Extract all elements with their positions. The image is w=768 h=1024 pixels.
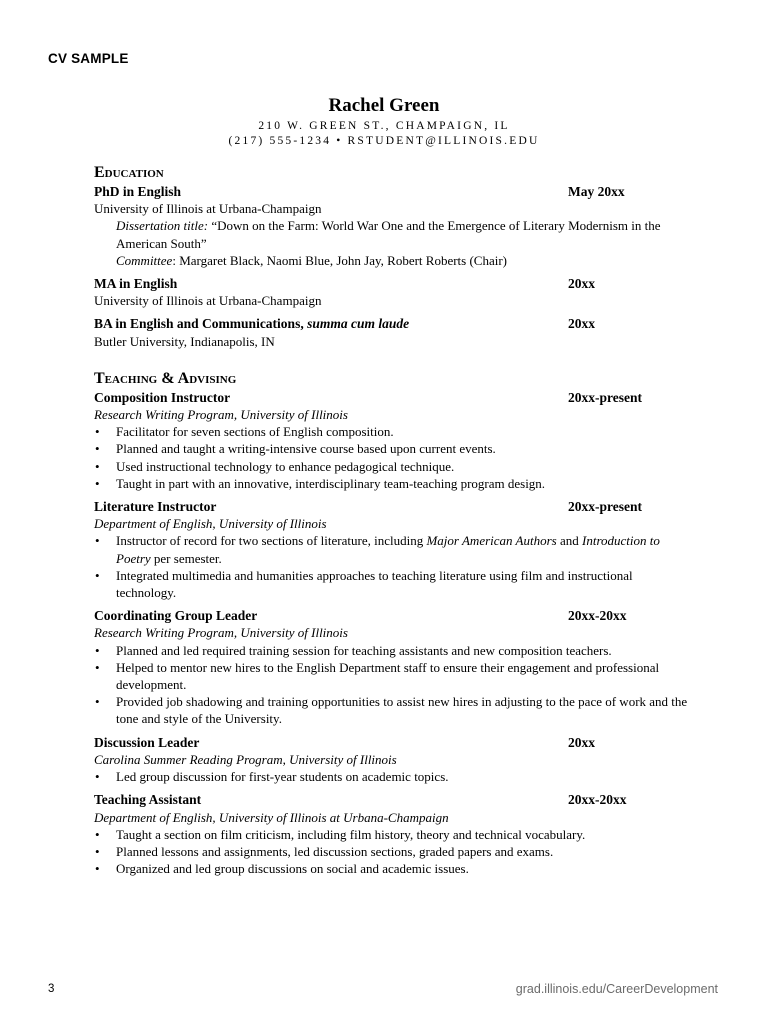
bullet-item: • Led group discussion for first-year students on academic topics.: [94, 768, 694, 785]
entry-date: 20xx-20xx: [568, 792, 627, 808]
education-entry-phd: [94, 183, 694, 269]
organization: Research Writing Program, University of Illinois: [94, 407, 348, 423]
entry-heading: [94, 734, 694, 751]
entry-heading: [94, 498, 694, 515]
role-title: Coordinating Group Leader: [94, 608, 258, 624]
entry-date: 20xx-present: [568, 389, 642, 405]
bullet-list: [94, 423, 694, 492]
entry-date: 20xx-present: [568, 499, 642, 515]
committee-label: Committee: [116, 252, 173, 268]
committee-members: : Margaret Black, Naomi Blue, John Jay, Robert Roberts (Chair): [172, 252, 508, 268]
bullet-text: and: [556, 533, 582, 549]
organization: Carolina Summer Reading Program, University of Illinois: [94, 751, 397, 767]
degree-title: PhD in English: [94, 184, 182, 199]
teaching-heading: Teaching & Advising: [94, 369, 237, 387]
entry-date: May 20xx: [568, 184, 625, 199]
bullet-list: [94, 532, 694, 601]
dissertation-label: Dissertation title:: [116, 218, 209, 234]
candidate-name: Rachel Green: [328, 95, 440, 116]
bullet-item: • Provided job shadowing and training opportunities to assist new hires in adjusting to the pace of work and the tone and style of the University.: [94, 693, 694, 727]
teaching-entry-composition: [94, 389, 694, 492]
teaching-entry-coordinating: [94, 607, 694, 727]
contact-address: 210 W. GREEN ST., CHAMPAIGN, IL: [258, 120, 510, 132]
role-title: Literature Instructor: [94, 499, 217, 515]
degree-title: MA in English: [94, 276, 178, 292]
teaching-entry-assistant: [94, 791, 694, 877]
bullet-item: • Integrated multimedia and humanities approaches to teaching literature using film and instructional technology.: [94, 567, 694, 601]
education-entry-ba: [94, 315, 694, 349]
cv-sample-label: CV SAMPLE: [48, 51, 129, 66]
entry-heading: [94, 607, 694, 624]
teaching-entry-discussion: [94, 734, 694, 786]
bullet-item: • Organized and led group discussions on social and academic issues.: [94, 860, 694, 877]
entry-heading: [94, 275, 694, 292]
contact-phone-email: (217) 555-1234 • RSTUDENT@ILLINOIS.EDU: [228, 135, 540, 147]
cv-body: [94, 164, 694, 883]
course-title: Major American Authors: [426, 533, 557, 549]
dissertation-title: “Down on the Farm: World War One and the Emergence of Literary Modernism in the American South”: [116, 218, 661, 251]
entry-date: 20xx: [568, 276, 595, 292]
bullet-text: per semester.: [150, 550, 222, 566]
course-title: Introduction to Poetry: [116, 533, 660, 566]
entry-heading: [94, 315, 694, 332]
organization: Department of English, University of Illinois: [94, 516, 327, 532]
bullet-list: [94, 642, 694, 728]
page-number: 3: [48, 983, 55, 995]
bullet-item: • Planned lessons and assignments, led discussion sections, graded papers and exams.: [94, 843, 694, 860]
entry-heading: [94, 791, 694, 808]
bullet-list: [94, 826, 694, 878]
school-name: University of Illinois at Urbana-Champaign: [94, 293, 322, 309]
entry-date: 20xx: [568, 316, 595, 332]
bullet-list: [94, 768, 694, 785]
bullet-item: • Facilitator for seven sections of English composition.: [94, 423, 694, 440]
role-title: Discussion Leader: [94, 734, 200, 750]
dissertation-line: [94, 217, 694, 251]
bullet-item: • Helped to mentor new hires to the English Department staff to ensure their engagement and professional development.: [94, 659, 694, 693]
entry-heading: [94, 183, 694, 200]
role-title: Composition Instructor: [94, 389, 231, 405]
footer-url: grad.illinois.edu/CareerDevelopment: [515, 982, 718, 996]
bullet-text: Instructor of record for two sections of literature, including: [116, 533, 427, 549]
bullet-item: • Planned and led required training session for teaching assistants and new composition teachers.: [94, 642, 694, 659]
bullet-item: [94, 532, 694, 566]
bullet-item: • Taught in part with an innovative, interdisciplinary team-teaching program design.: [94, 475, 694, 492]
education-entry-ma: [94, 275, 694, 309]
organization: Department of English, University of Illinois at Urbana-Champaign: [94, 809, 449, 825]
education-heading: Education: [94, 164, 164, 181]
committee-line: [94, 252, 694, 269]
entry-heading: [94, 389, 694, 406]
bullet-item: • Planned and taught a writing-intensive course based upon current events.: [94, 440, 694, 457]
school-name: University of Illinois at Urbana-Champaign: [94, 201, 322, 217]
entry-date: 20xx-20xx: [568, 608, 627, 624]
school-name: Butler University, Indianapolis, IN: [94, 333, 275, 349]
bullet-item: • Used instructional technology to enhance pedagogical technique.: [94, 458, 694, 475]
organization: Research Writing Program, University of Illinois: [94, 625, 348, 641]
entry-date: 20xx: [568, 734, 595, 750]
degree-title: BA in English and Communications,: [94, 316, 308, 332]
degree-honors: summa cum laude: [307, 316, 410, 332]
role-title: Teaching Assistant: [94, 792, 202, 808]
teaching-entry-literature: [94, 498, 694, 601]
bullet-item: • Taught a section on film criticism, including film history, theory and technical vocabulary.: [94, 826, 694, 843]
